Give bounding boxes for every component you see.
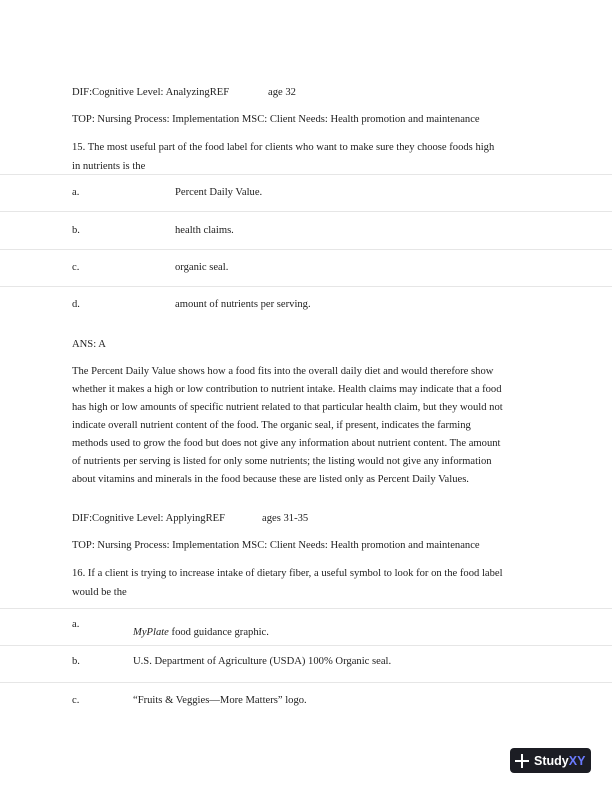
q16-option-a [133, 627, 269, 638]
q15-option-c: organic seal. [175, 262, 229, 273]
q16-option-a-text: food guidance graphic. [168, 627, 269, 638]
q15-rationale-line: methods used to grow the food but does not give any information about nutrient content. The amount [72, 438, 501, 449]
myplate-title: MyPlate [133, 627, 169, 638]
q15-stem-line1: 15. The most useful part of the food label for clients who want to make sure they choose foods high [72, 142, 495, 153]
q15-option-c-letter: c. [72, 262, 80, 273]
q15-rationale-line: indicate overall nutrient content of the food. The organic seal, if present, indicates the farming [72, 420, 471, 431]
studyxy-logo[interactable] [510, 748, 591, 773]
divider [0, 682, 612, 683]
q15-option-a: Percent Daily Value. [175, 187, 263, 198]
brand-name-right: XY [568, 753, 586, 768]
q16-option-b-letter: b. [72, 656, 80, 667]
q15-rationale-line: of nutrients per serving is listed for only some nutrients; the listing would not give any information [72, 456, 492, 467]
q15-rationale-line: whether it makes a high or low contribution to nutrient intake. Health claims may indicate that a food [72, 384, 502, 395]
q15-option-b-letter: b. [72, 225, 80, 236]
plus-icon [515, 754, 529, 768]
q16-option-b: U.S. Department of Agriculture (USDA) 100% Organic seal. [133, 656, 392, 667]
q15-stem-line2: in nutrients is the [72, 161, 146, 172]
q15-rationale-line: has high or low amounts of specific nutrient related to that particular health claim, but they would not [72, 402, 503, 413]
divider [0, 645, 612, 646]
q15-topic: TOP: Nursing Process: Implementation MSC: Client Needs: Health promotion and maintenance [72, 540, 480, 551]
divider [0, 211, 612, 212]
divider [0, 286, 612, 287]
q16-stem-line2: would be the [72, 587, 127, 598]
q15-rationale-line: The Percent Daily Value shows how a food fits into the overall daily diet and would therefore show [72, 366, 494, 377]
q16-stem-line1: 16. If a client is trying to increase intake of dietary fiber, a useful symbol to look for on the food label [72, 568, 503, 579]
q16-option-a-letter: a. [72, 619, 80, 630]
q16-option-c-letter: c. [72, 695, 80, 706]
q14-topic: TOP: Nursing Process: Implementation MSC: Client Needs: Health promotion and maintenance [72, 114, 480, 125]
brand-name-left: Study [534, 753, 569, 768]
q16-option-c: “Fruits & Veggies—More Matters” logo. [133, 695, 307, 706]
divider [0, 249, 612, 250]
divider [0, 174, 612, 175]
q14-dif: DIF:Cognitive Level: AnalyzingREF [72, 87, 230, 98]
q15-rationale-line: about vitamins and minerals in the food because these are listed only as Percent Daily Values. [72, 474, 469, 485]
q15-answer: ANS: A [72, 339, 106, 350]
divider [0, 608, 612, 609]
q15-option-a-letter: a. [72, 187, 80, 198]
q15-option-d-letter: d. [72, 299, 80, 310]
q14-ref: age 32 [268, 87, 296, 98]
q15-ref: ages 31-35 [262, 513, 309, 524]
q15-dif: DIF:Cognitive Level: ApplyingREF [72, 513, 226, 524]
q15-option-d: amount of nutrients per serving. [175, 299, 311, 310]
q15-option-b: health claims. [175, 225, 234, 236]
